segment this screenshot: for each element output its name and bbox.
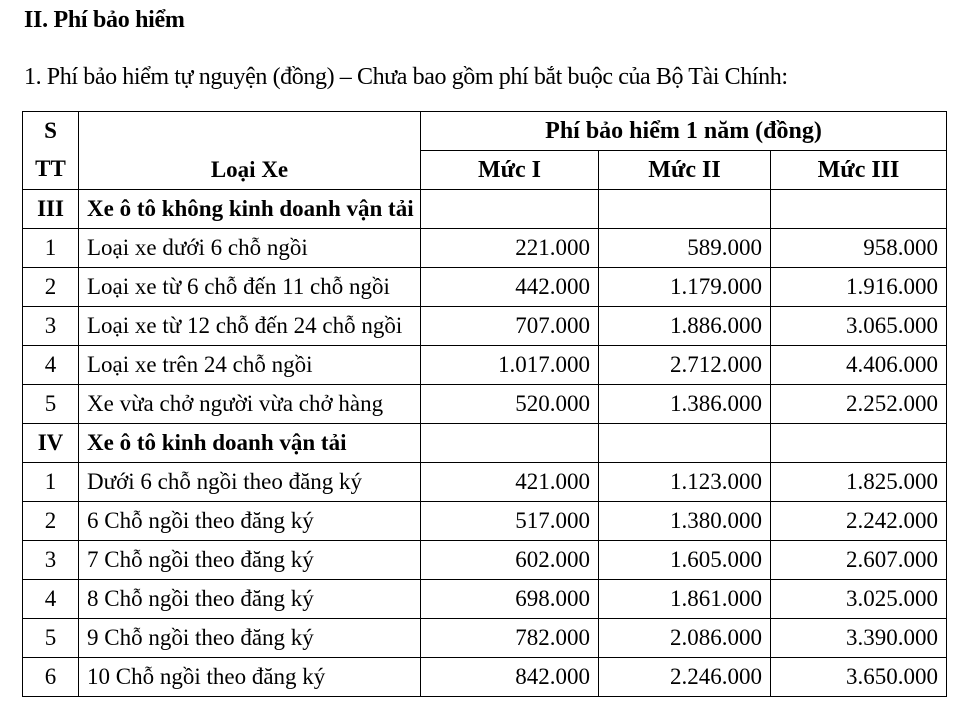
- row-fee-level-3: 2.252.000: [771, 385, 947, 424]
- row-fee-level-1: 221.000: [421, 229, 599, 268]
- table-row: [23, 385, 947, 424]
- table-row: [23, 268, 947, 307]
- section-empty-cell: [599, 190, 771, 229]
- table-row: [23, 658, 947, 697]
- row-fee-level-3: 2.242.000: [771, 502, 947, 541]
- level-1-header: Mức I: [421, 151, 599, 190]
- row-fee-level-2: 1.179.000: [599, 268, 771, 307]
- table-row: [23, 346, 947, 385]
- row-fee-level-2: 1.123.000: [599, 463, 771, 502]
- row-stt: 3: [23, 307, 79, 346]
- row-fee-level-2: 1.380.000: [599, 502, 771, 541]
- row-fee-level-3: 3.065.000: [771, 307, 947, 346]
- stt-header-line1: S: [44, 118, 57, 143]
- row-vehicle-type: 8 Chỗ ngồi theo đăng ký: [79, 580, 421, 619]
- stt-column-header: [23, 112, 79, 190]
- level-2-header: Mức II: [599, 151, 771, 190]
- row-fee-level-1: 520.000: [421, 385, 599, 424]
- row-fee-level-1: 602.000: [421, 541, 599, 580]
- row-fee-level-1: 1.017.000: [421, 346, 599, 385]
- header-row-top: [23, 112, 947, 151]
- row-vehicle-type: Dưới 6 chỗ ngồi theo đăng ký: [79, 463, 421, 502]
- row-fee-level-3: 4.406.000: [771, 346, 947, 385]
- stt-header-line2: TT: [35, 156, 66, 181]
- table-row: [23, 229, 947, 268]
- row-fee-level-2: 1.605.000: [599, 541, 771, 580]
- section-empty-cell: [771, 190, 947, 229]
- vehicle-type-column-header: Loại Xe: [79, 112, 421, 190]
- page-heading: II. Phí bảo hiểm: [24, 7, 185, 33]
- section-code: IV: [23, 424, 79, 463]
- row-stt: 5: [23, 385, 79, 424]
- section-subheading: 1. Phí bảo hiểm tự nguyện (đồng) – Chưa bao gồm phí bắt buộc của Bộ Tài Chính:: [24, 64, 788, 90]
- row-fee-level-1: 707.000: [421, 307, 599, 346]
- row-fee-level-1: 842.000: [421, 658, 599, 697]
- row-stt: 2: [23, 502, 79, 541]
- insurance-fee-table: [22, 111, 947, 697]
- table-row: [23, 502, 947, 541]
- row-fee-level-2: 1.386.000: [599, 385, 771, 424]
- row-stt: 1: [23, 463, 79, 502]
- section-empty-cell: [421, 424, 599, 463]
- row-vehicle-type: 7 Chỗ ngồi theo đăng ký: [79, 541, 421, 580]
- row-fee-level-1: 442.000: [421, 268, 599, 307]
- row-fee-level-3: 1.825.000: [771, 463, 947, 502]
- row-stt: 4: [23, 346, 79, 385]
- section-row: [23, 424, 947, 463]
- row-vehicle-type: 10 Chỗ ngồi theo đăng ký: [79, 658, 421, 697]
- row-fee-level-2: 1.886.000: [599, 307, 771, 346]
- section-empty-cell: [421, 190, 599, 229]
- row-vehicle-type: Xe vừa chở người vừa chở hàng: [79, 385, 421, 424]
- row-fee-level-3: 1.916.000: [771, 268, 947, 307]
- row-vehicle-type: Loại xe từ 12 chỗ đến 24 chỗ ngồi: [79, 307, 421, 346]
- row-fee-level-3: 3.650.000: [771, 658, 947, 697]
- row-vehicle-type: Loại xe dưới 6 chỗ ngồi: [79, 229, 421, 268]
- row-stt: 4: [23, 580, 79, 619]
- row-fee-level-2: 589.000: [599, 229, 771, 268]
- row-vehicle-type: Loại xe từ 6 chỗ đến 11 chỗ ngồi: [79, 268, 421, 307]
- table-body: [23, 190, 947, 697]
- section-code: III: [23, 190, 79, 229]
- section-title: Xe ô tô kinh doanh vận tải: [79, 424, 421, 463]
- row-fee-level-1: 698.000: [421, 580, 599, 619]
- row-vehicle-type: 6 Chỗ ngồi theo đăng ký: [79, 502, 421, 541]
- row-stt: 6: [23, 658, 79, 697]
- table-row: [23, 580, 947, 619]
- level-3-header: Mức III: [771, 151, 947, 190]
- row-fee-level-1: 782.000: [421, 619, 599, 658]
- row-fee-level-1: 421.000: [421, 463, 599, 502]
- row-fee-level-3: 958.000: [771, 229, 947, 268]
- table-row: [23, 307, 947, 346]
- section-title: Xe ô tô không kinh doanh vận tải: [79, 190, 421, 229]
- table-row: [23, 463, 947, 502]
- row-stt: 3: [23, 541, 79, 580]
- row-vehicle-type: Loại xe trên 24 chỗ ngồi: [79, 346, 421, 385]
- row-fee-level-1: 517.000: [421, 502, 599, 541]
- row-fee-level-2: 2.712.000: [599, 346, 771, 385]
- row-fee-level-2: 1.861.000: [599, 580, 771, 619]
- row-fee-level-2: 2.246.000: [599, 658, 771, 697]
- row-stt: 2: [23, 268, 79, 307]
- row-stt: 1: [23, 229, 79, 268]
- row-fee-level-3: 2.607.000: [771, 541, 947, 580]
- row-fee-level-3: 3.025.000: [771, 580, 947, 619]
- row-fee-level-3: 3.390.000: [771, 619, 947, 658]
- table-row: [23, 619, 947, 658]
- row-stt: 5: [23, 619, 79, 658]
- row-vehicle-type: 9 Chỗ ngồi theo đăng ký: [79, 619, 421, 658]
- table-row: [23, 541, 947, 580]
- section-empty-cell: [599, 424, 771, 463]
- section-row: [23, 190, 947, 229]
- annual-fee-group-header: Phí bảo hiểm 1 năm (đồng): [421, 112, 947, 151]
- section-empty-cell: [771, 424, 947, 463]
- row-fee-level-2: 2.086.000: [599, 619, 771, 658]
